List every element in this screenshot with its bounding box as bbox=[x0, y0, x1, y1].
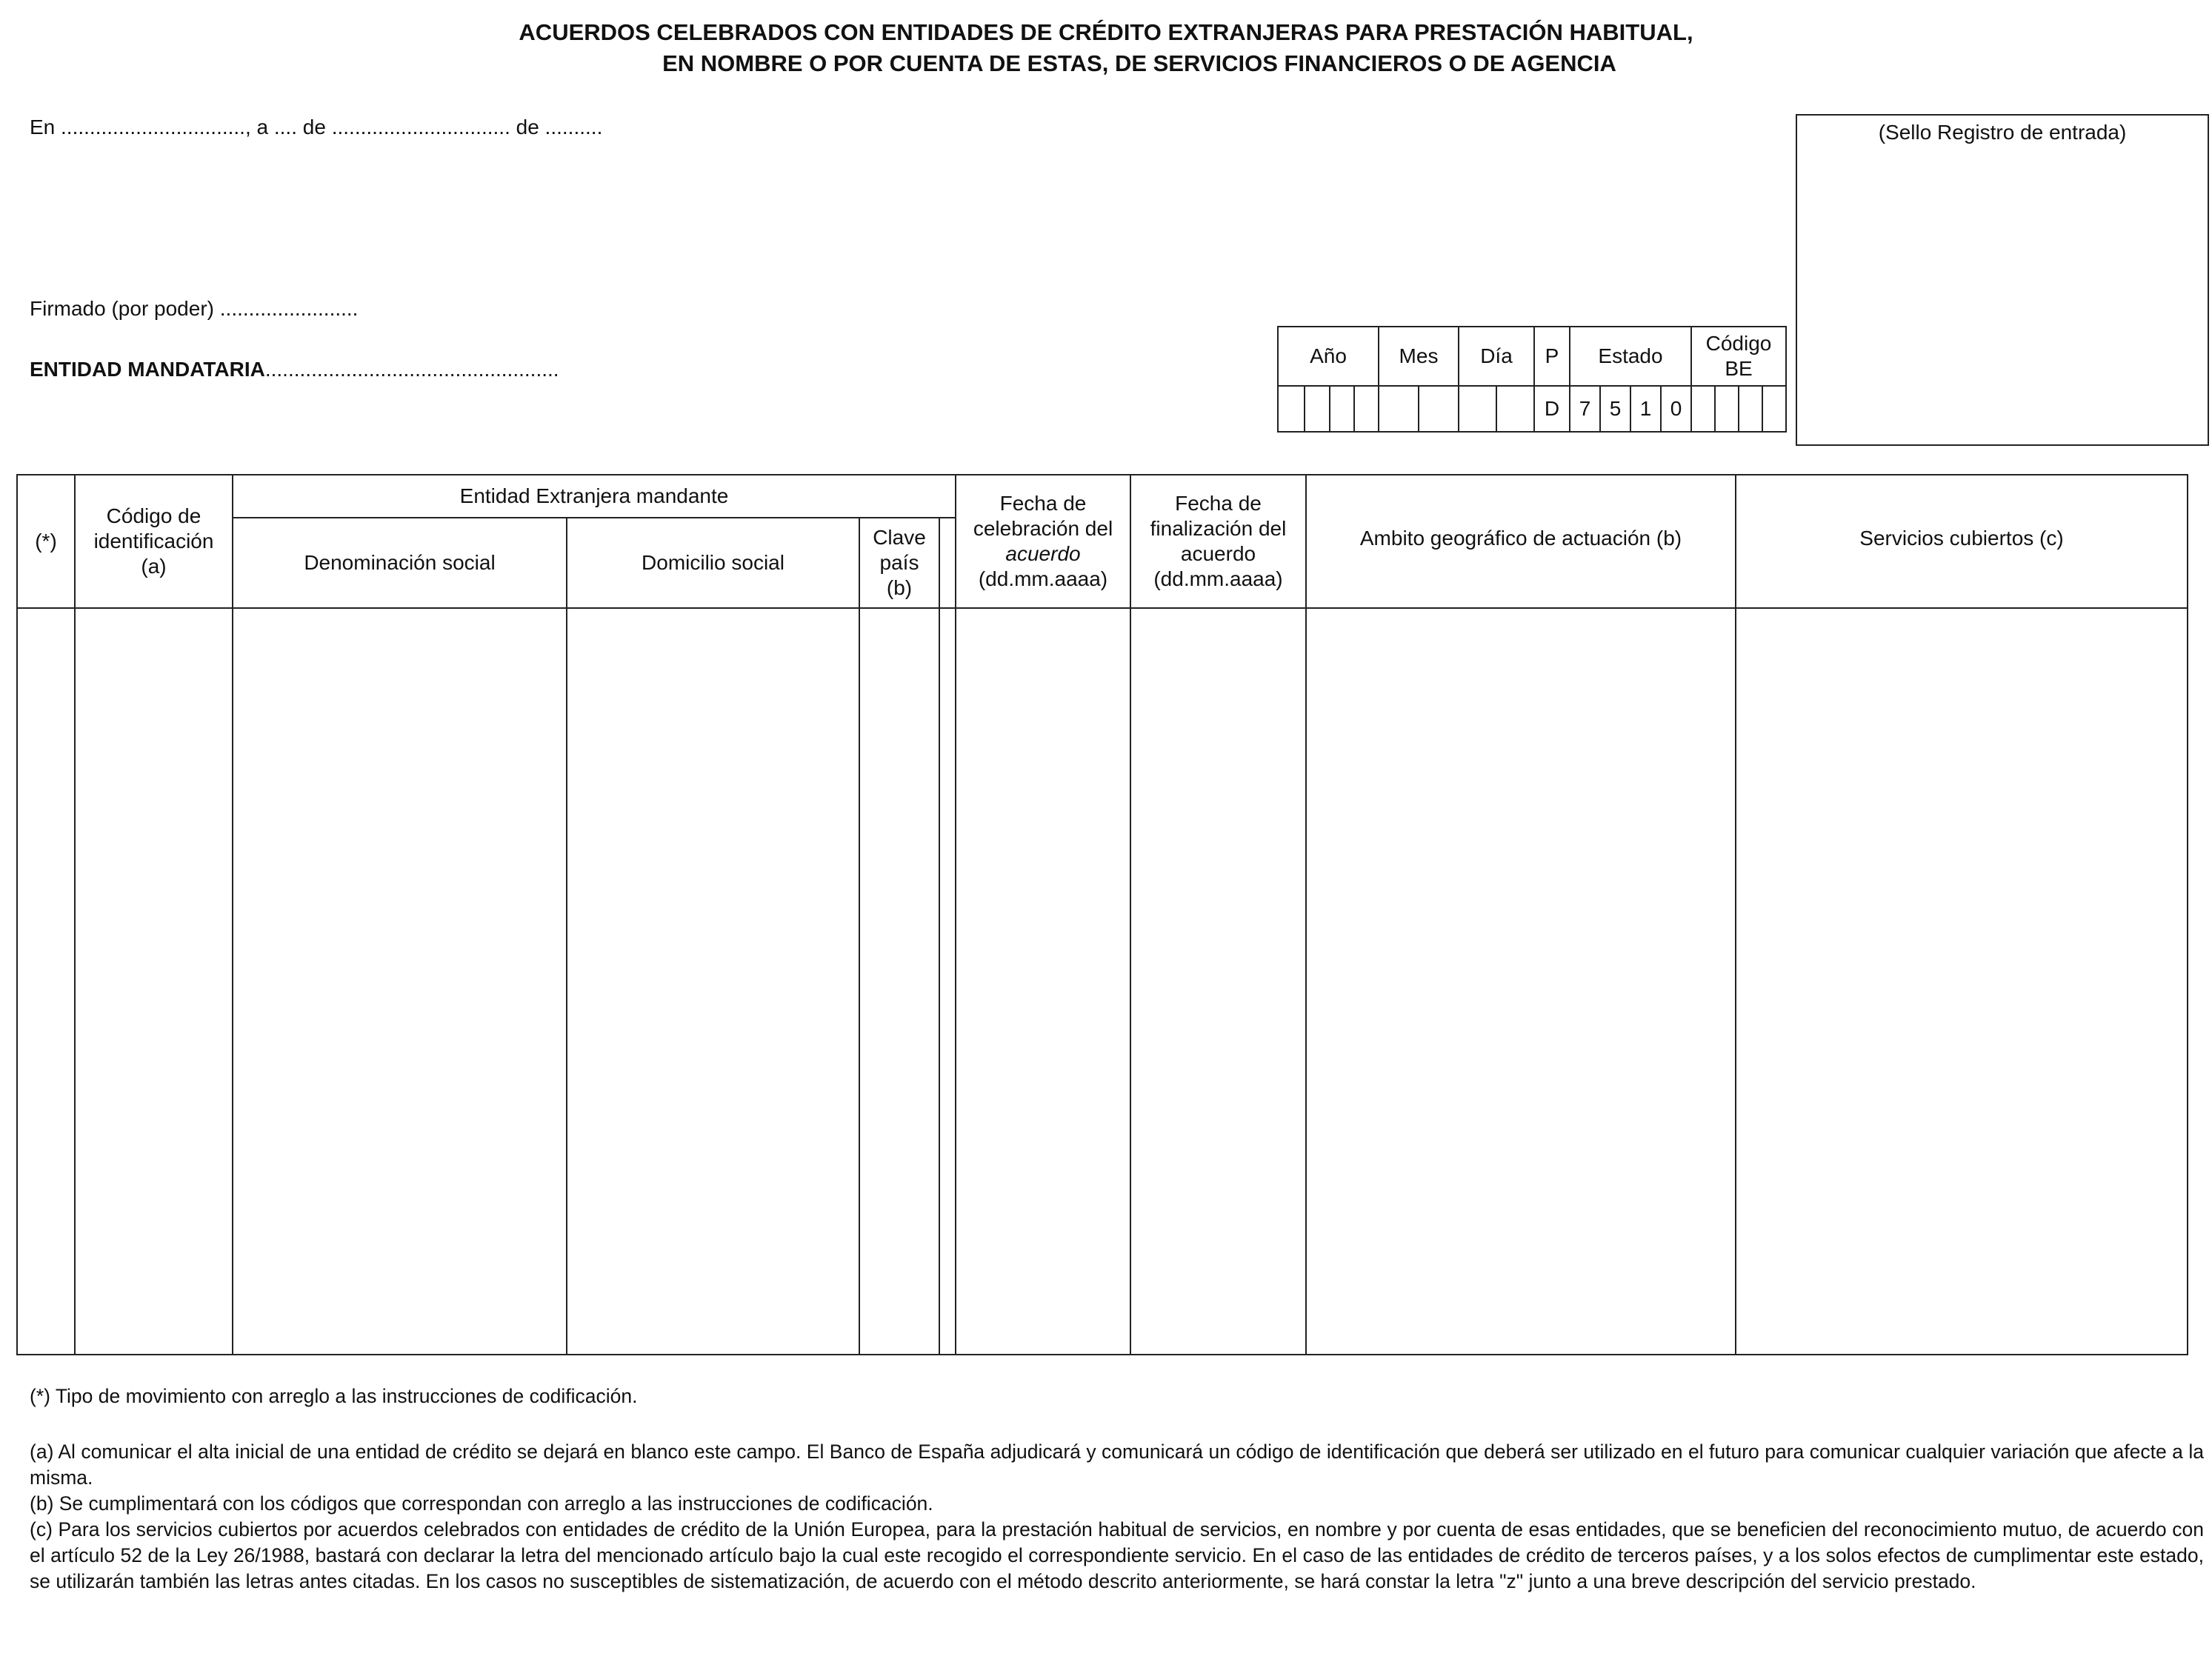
header-geographic-scope: Ambito geográfico de actuación (b) bbox=[1359, 527, 1682, 550]
code-value-p: D bbox=[1544, 397, 1560, 420]
cell-movement-type[interactable] bbox=[18, 609, 74, 1354]
be-code-digit-3[interactable] bbox=[1739, 387, 1762, 431]
year-digit-3[interactable] bbox=[1330, 387, 1353, 431]
code-header-month: Mes bbox=[1399, 344, 1439, 367]
form-title-line-2: EN NOMBRE O POR CUENTA DE ESTAS, DE SERVICIOS FINANCIEROS O DE AGENCIA bbox=[662, 50, 1616, 76]
be-code-digit-2[interactable] bbox=[1716, 387, 1738, 431]
cell-end-date[interactable] bbox=[1131, 609, 1305, 1354]
code-header-day: Día bbox=[1480, 344, 1513, 367]
cell-geographic-scope[interactable] bbox=[1307, 609, 1735, 1354]
entity-dots: ................................................... bbox=[264, 358, 559, 381]
footnote-a: (a) Al comunicar el alta inicial de una entidad de crédito se dejará en blanco este campo. El Banco de España adjudicará y comunicará un código de identificación que deberá ser utilizado en el futuro para comunicar cualquier variación que afecte a la misma. bbox=[30, 1441, 2204, 1489]
cell-registered-address[interactable] bbox=[567, 609, 859, 1354]
code-value-status-1: 7 bbox=[1579, 397, 1591, 420]
entry-stamp-box bbox=[1796, 114, 2209, 446]
header-movement-type: (*) bbox=[35, 530, 57, 553]
cell-company-name[interactable] bbox=[233, 609, 566, 1354]
header-start-date-l2: celebración del bbox=[973, 517, 1113, 540]
code-header-be-code: Código BE bbox=[1705, 332, 1772, 380]
cell-identification-code[interactable] bbox=[76, 609, 232, 1354]
code-value-status-4: 0 bbox=[1670, 397, 1682, 420]
be-code-digit-4[interactable] bbox=[1763, 387, 1785, 431]
header-start-date-l4: (dd.mm.aaaa) bbox=[978, 567, 1108, 590]
header-foreign-entity-group: Entidad Extranjera mandante bbox=[459, 484, 729, 507]
cell-country-code[interactable] bbox=[860, 609, 939, 1354]
header-start-date bbox=[956, 475, 1130, 607]
footnote-b: (b) Se cumplimentará con los códigos que correspondan con arreglo a las instrucciones de codificación. bbox=[30, 1492, 933, 1515]
year-digit-1[interactable] bbox=[1279, 387, 1304, 431]
code-header-p: P bbox=[1545, 344, 1559, 367]
header-start-date-l1: Fecha de bbox=[999, 492, 1087, 515]
entity-line[interactable] bbox=[30, 357, 559, 382]
cell-start-date[interactable] bbox=[956, 609, 1130, 1354]
agreements-table bbox=[16, 474, 2188, 1355]
code-header-status: Estado bbox=[1598, 344, 1663, 367]
day-digit-2[interactable] bbox=[1497, 387, 1533, 431]
header-end-date: Fecha de finalización del acuerdo (dd.mm.aaaa) bbox=[1150, 492, 1287, 590]
signed-by-line[interactable]: Firmado (por poder) ........................ bbox=[30, 297, 359, 320]
month-digit-1[interactable] bbox=[1379, 387, 1418, 431]
year-digit-2[interactable] bbox=[1305, 387, 1329, 431]
header-covered-services: Servicios cubiertos (c) bbox=[1859, 527, 2064, 550]
header-identification-code: Código de identificación (a) bbox=[93, 504, 214, 578]
place-date-line[interactable]: En ................................, a .... de ............................... de .......... bbox=[30, 116, 603, 138]
header-start-date-l3: acuerdo bbox=[1005, 542, 1081, 565]
code-value-status-3: 1 bbox=[1639, 397, 1652, 420]
header-company-name: Denominación social bbox=[304, 551, 496, 574]
stamp-label: (Sello Registro de entrada) bbox=[1878, 121, 2127, 144]
code-box bbox=[1277, 326, 1787, 433]
code-value-status-2: 5 bbox=[1609, 397, 1622, 420]
cell-covered-services[interactable] bbox=[1736, 609, 2187, 1354]
month-digit-2[interactable] bbox=[1419, 387, 1458, 431]
day-digit-1[interactable] bbox=[1459, 387, 1496, 431]
be-code-digit-1[interactable] bbox=[1692, 387, 1714, 431]
header-registered-address: Domicilio social bbox=[642, 551, 784, 574]
entity-label: ENTIDAD MANDATARIA bbox=[30, 358, 265, 381]
form-title-line-1: ACUERDOS CELEBRADOS CON ENTIDADES DE CRÉDITO EXTRANJERAS PARA PRESTACIÓN HABITUAL, bbox=[519, 19, 1693, 45]
footnote-c: (c) Para los servicios cubiertos por acuerdos celebrados con entidades de crédito de la Unión Europea, para la prestación habitual de servicios, en nombre y por cuenta de esas entidades, que se beneficien del reconocimiento mutuo, de acuerdo con el artículo 52 de la Ley 26/1988, bastará con declarar la letra del mencionado artículo bajo la cual este recogido el correspondiente servicio. En el caso de las entidades de crédito de terceros países, y a los solos efectos de cumplimentar este estado, se utilizarán también las letras antes citadas. En los casos no susceptibles de sistematización, de acuerdo con el método descrito anteriormente, se hará constar la letra "z" junto a una breve descripción del servicio prestado. bbox=[30, 1518, 2204, 1592]
year-digit-4[interactable] bbox=[1355, 387, 1378, 431]
header-country-code: Clave país (b) bbox=[873, 526, 926, 599]
footnote-star: (*) Tipo de movimiento con arreglo a las instrucciones de codificación. bbox=[30, 1385, 638, 1407]
code-header-year: Año bbox=[1310, 344, 1347, 367]
